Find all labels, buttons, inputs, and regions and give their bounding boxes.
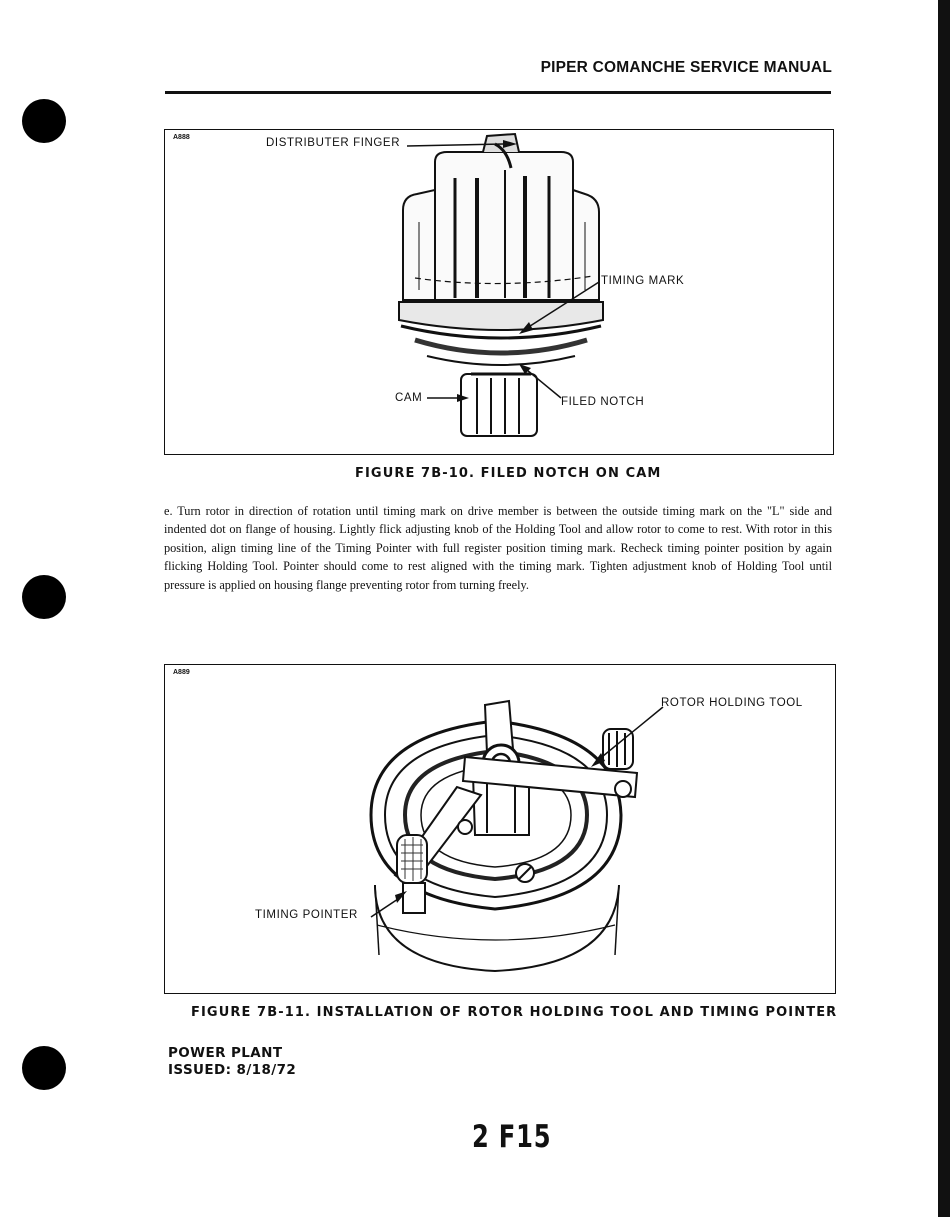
footer-section: POWER PLANT: [168, 1045, 283, 1061]
procedure-paragraph: e. Turn rotor in direction of rotation until timing mark on drive member is between the outside timing mark on the "L" side and indented dot on flange of housing. Lightly flick adjusting knob of the Holding Tool and allow rotor to come to rest. With rotor in this position, align timing line of the Timing Pointer with full register position timing mark. Recheck timing pointer position by again flicking Holding Tool. Pointer should come to rest aligned with the timing mark. Tighten adjustment knob of Holding Tool until pressure is applied on housing flange preventing rotor from turning freely.: [164, 504, 832, 592]
label-timing-pointer: TIMING POINTER: [255, 909, 358, 921]
label-timing-mark: TIMING MARK: [601, 275, 685, 287]
label-cam: CAM: [395, 392, 423, 404]
fiche-page-number: 2 F15: [472, 1119, 552, 1155]
rotor-holding-tool-drawing: [165, 665, 835, 993]
figure-7b-10-frame: [164, 129, 834, 455]
figure-7b-11-frame: [164, 664, 836, 994]
punch-hole-middle: [22, 575, 66, 619]
page-edge: [938, 0, 950, 1217]
footer-issued-date: ISSUED: 8/18/72: [168, 1062, 297, 1078]
figure-7b-10-caption: FIGURE 7B-10. FILED NOTCH ON CAM: [355, 466, 662, 481]
punch-hole-top: [22, 99, 66, 143]
header-rule: [165, 91, 831, 94]
label-filed-notch: FILED NOTCH: [561, 396, 645, 408]
figure-tag: A889: [173, 669, 190, 676]
label-rotor-holding-tool: ROTOR HOLDING TOOL: [661, 697, 803, 709]
punch-hole-bottom: [22, 1046, 66, 1090]
figure-7b-11-caption: FIGURE 7B-11. INSTALLATION OF ROTOR HOLDING TOOL AND TIMING POINTER: [191, 1005, 838, 1020]
label-distributor-finger: DISTRIBUTER FINGER: [266, 137, 401, 149]
distributor-drawing: [165, 130, 833, 454]
manual-title: PIPER COMANCHE SERVICE MANUAL: [540, 59, 832, 76]
figure-tag: A888: [173, 134, 190, 141]
